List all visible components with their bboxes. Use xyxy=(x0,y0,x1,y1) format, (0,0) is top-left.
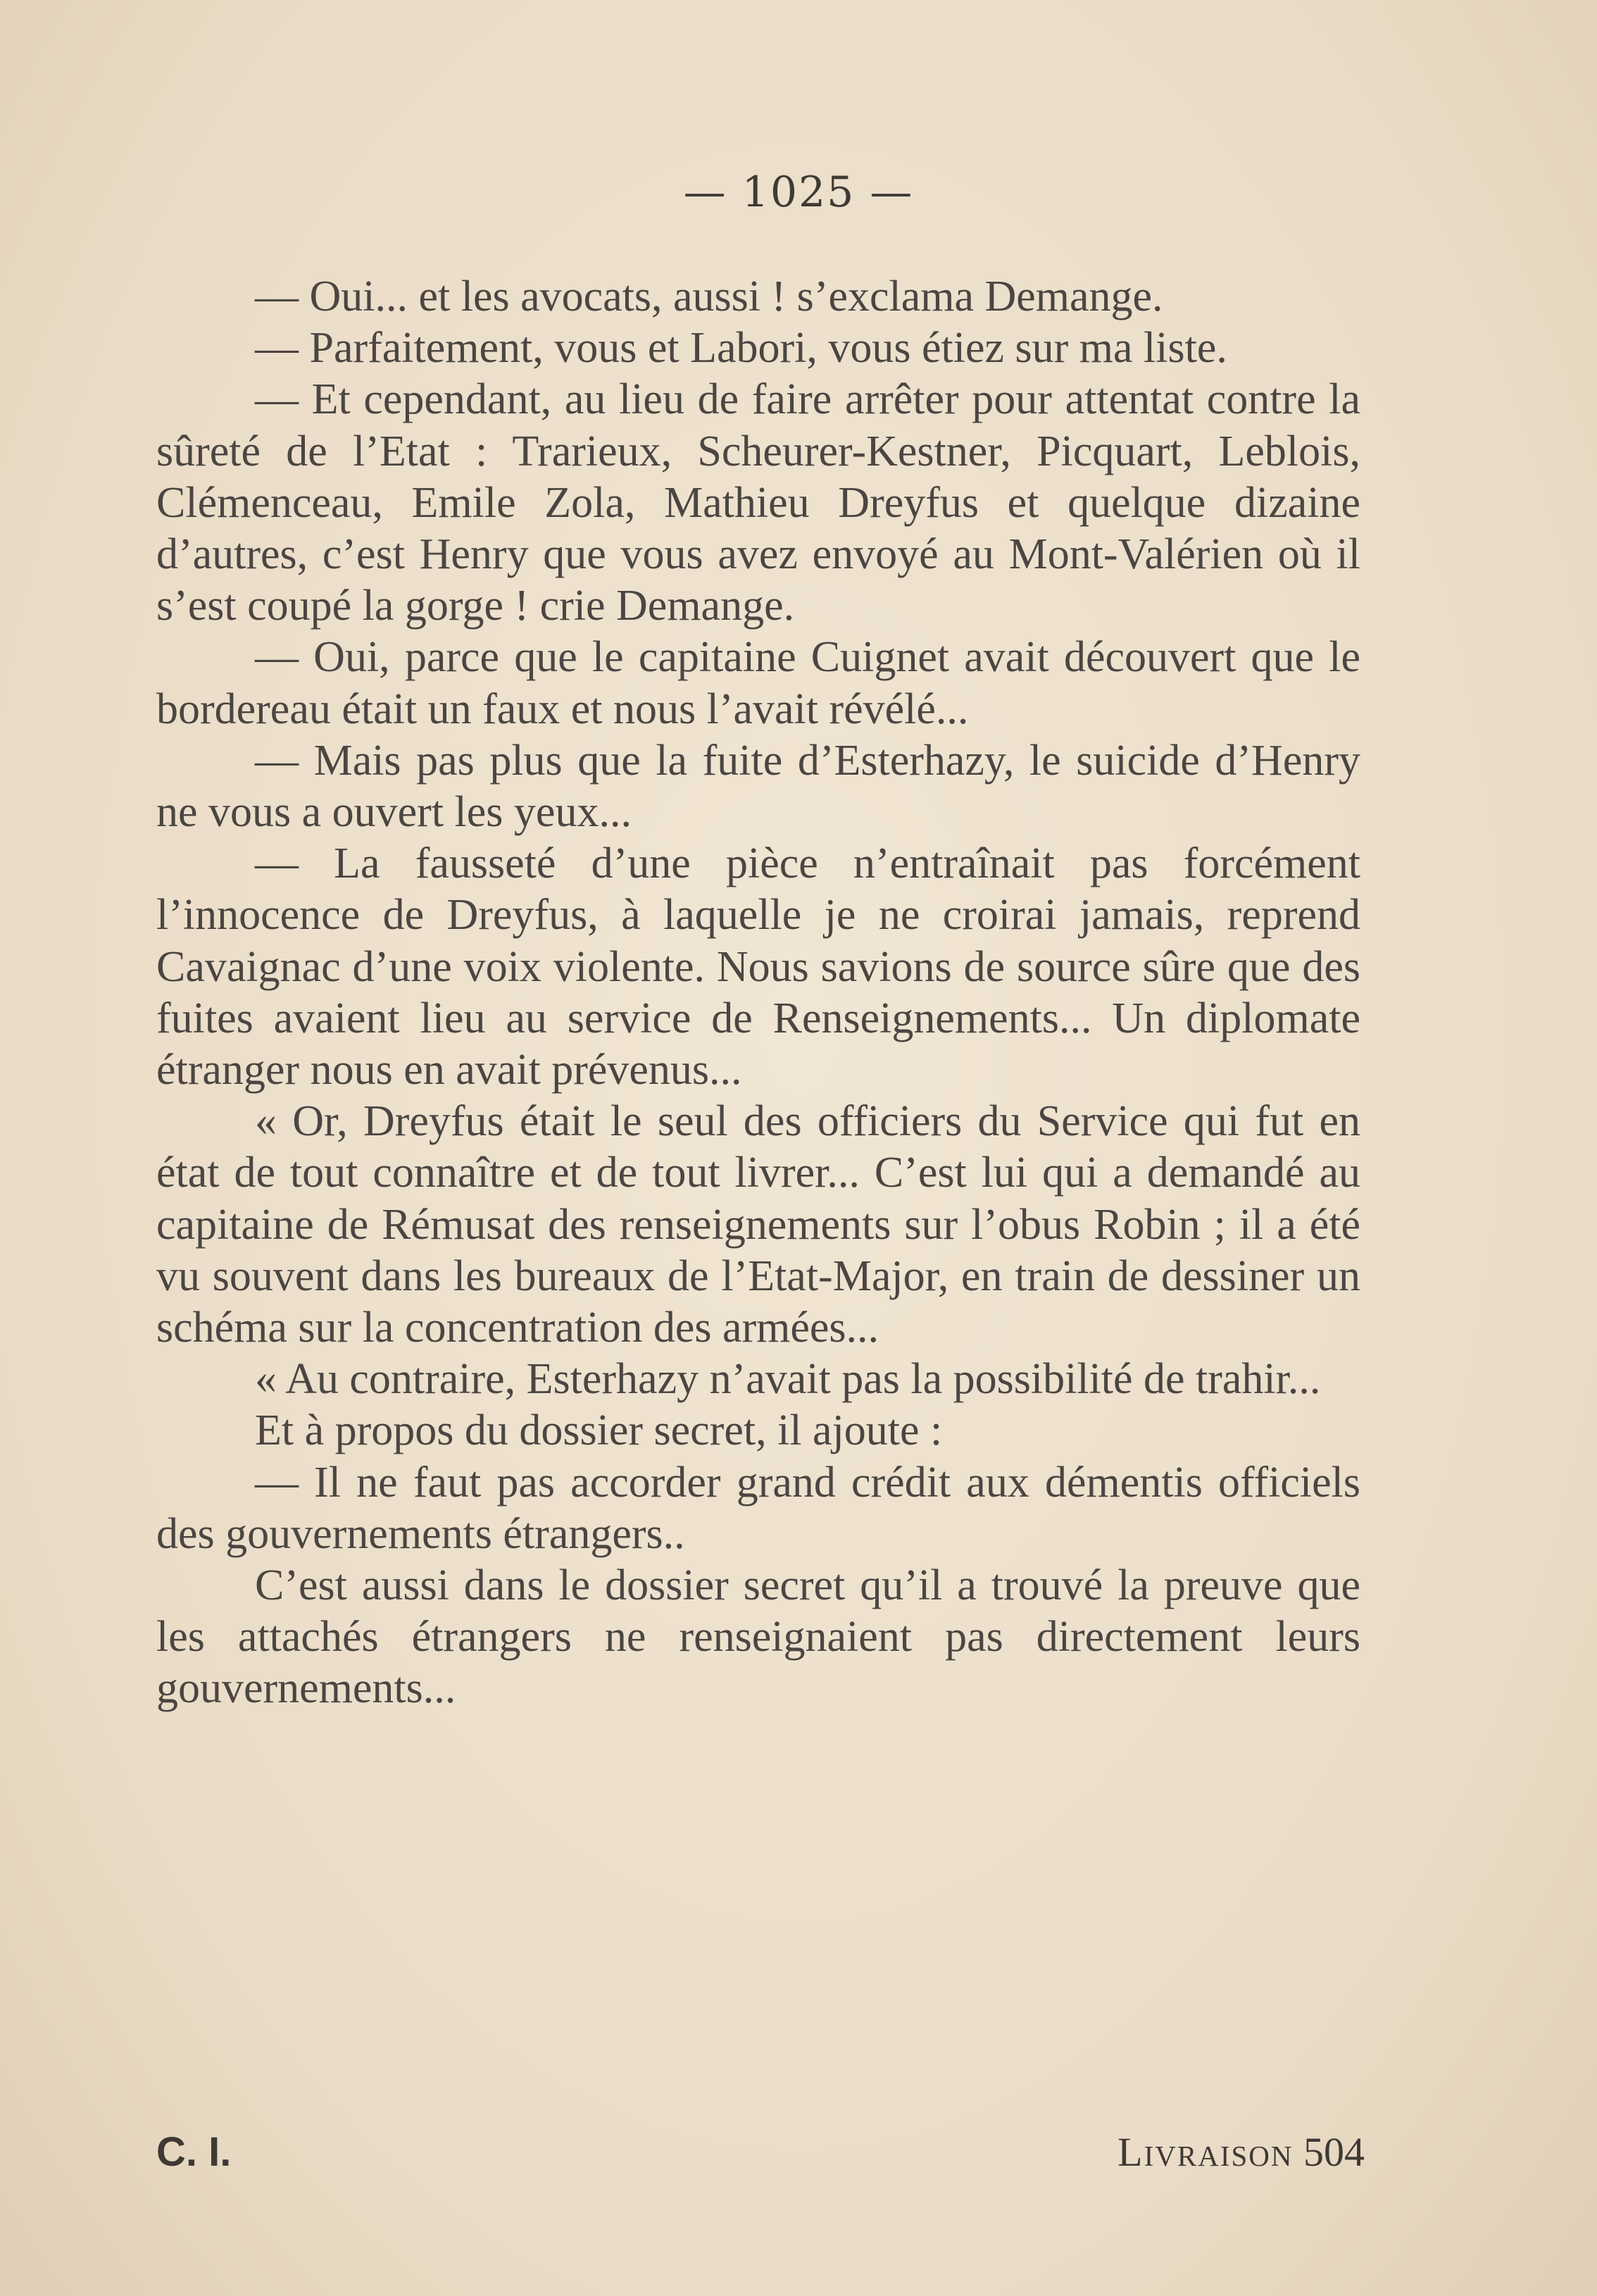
livraison-number: 504 xyxy=(1303,2129,1365,2175)
paragraph: — Parfaitement, vous et Labori, vous étiez sur ma liste. xyxy=(255,324,1227,373)
footer-signature: C. I. xyxy=(156,2129,232,2175)
paragraph: C’est aussi dans le dossier secret qu’il a trouvé la preuve que les attachés étrangers ne renseignaient pas directement leurs gouvernements... xyxy=(156,1561,1360,1713)
paragraph: — Oui, parce que le capitaine Cuignet avait découvert que le bordereau était un faux et nous l’avait révélé... xyxy=(156,633,1360,733)
paragraph: « Or, Dreyfus était le seul des officiers du Service qui fut en état de tout connaître et de tout livrer... C’est lui qui a demandé au capitaine de Rémusat des renseignements sur l’obus Robin ; il a été vu souvent dans les bureaux de l’Etat-Major, en train de dessiner un schéma sur la concentration des armées... xyxy=(156,1097,1360,1352)
paragraph: — Il ne faut pas accorder grand crédit aux démentis officiels des gouvernements étrangers.. xyxy=(156,1458,1360,1558)
page-number-header: — 1025 — xyxy=(683,168,914,217)
paragraph: — Et cependant, au lieu de faire arrêter pour attentat contre la sûreté de l’Etat : Trarieux, Scheurer-Kestner, Picquart, Leblois, Clémenceau, Emile Zola, Mathieu Dreyfus et quelque dizaine d’autres, c’est Henry que vous avez envoyé au Mont-Valérien où il s’est coupé la gorge ! crie Demange. xyxy=(156,375,1360,630)
footer-livraison xyxy=(1117,2128,1365,2176)
paragraph: — La fausseté d’une pièce n’entraînait pas forcément l’innocence de Dreyfus, à laquelle je ne croirai jamais, reprend Cavaignac d’une voix violente. Nous savions de source sûre que des fuites avaient lieu au service de Renseignements... Un diplomate étranger nous en avait prévenus... xyxy=(156,840,1360,1094)
body-text xyxy=(156,271,1360,1715)
livraison-label: Livraison xyxy=(1117,2129,1294,2175)
paragraph: — Oui... et les avocats, aussi ! s’exclama Demange. xyxy=(255,273,1163,320)
paragraph: — Mais pas plus que la fuite d’Esterhazy, le suicide d’Henry ne vous a ouvert les yeux... xyxy=(156,736,1360,837)
paragraph: Et à propos du dossier secret, il ajoute : xyxy=(255,1406,943,1455)
paragraph: « Au contraire, Esterhazy n’avait pas la possibilité de trahir... xyxy=(255,1355,1321,1404)
